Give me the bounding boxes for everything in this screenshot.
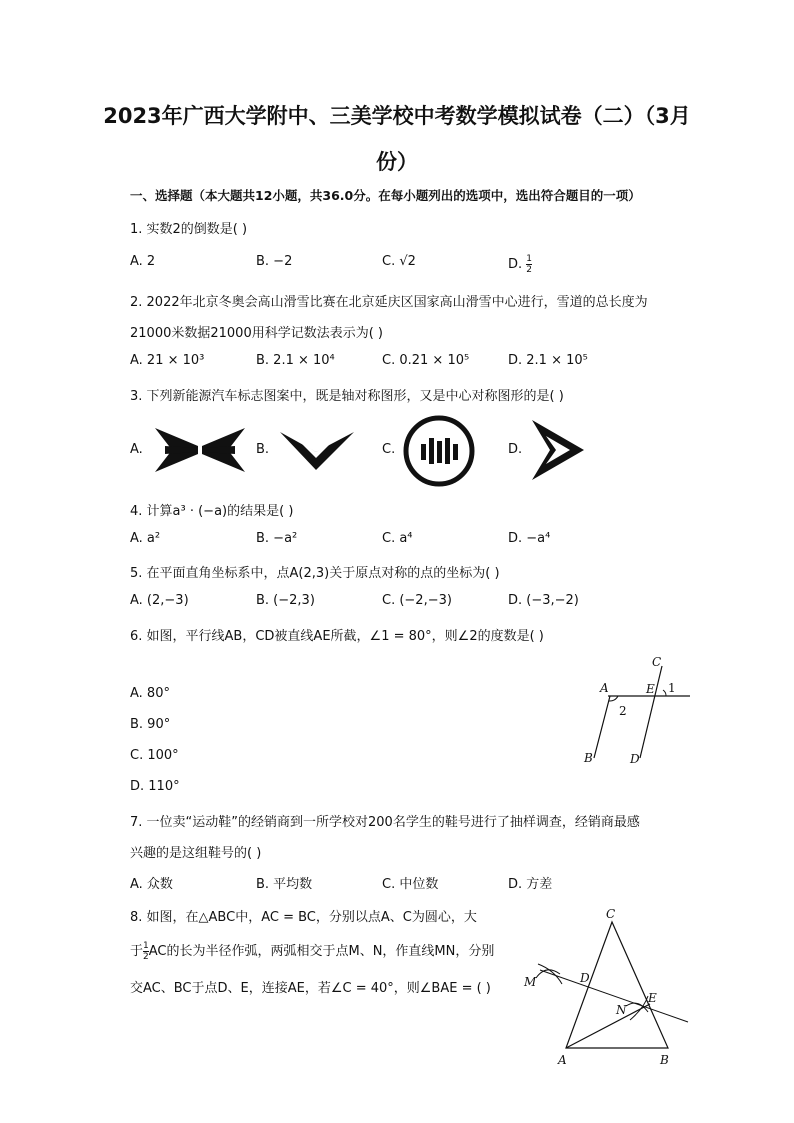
label-e: E bbox=[646, 682, 655, 696]
fraction: $\frac{1}{2}$ bbox=[526, 254, 533, 275]
question-7-stem-line1: 7. 一位卖“运动鞋”的经销商到一所学校对200名学生的鞋号进行了抽样调查，经销商最感 bbox=[130, 815, 640, 830]
page-title: 2023年广西大学附中、三美学校中考数学模拟试卷（二）（3月 bbox=[103, 104, 691, 128]
q7-option-b: B. 平均数 bbox=[256, 877, 313, 892]
q5-option-c: C. (−2,−3) bbox=[382, 593, 452, 608]
label-e: E bbox=[648, 991, 657, 1005]
label-c: C bbox=[606, 907, 616, 921]
label-a: A bbox=[558, 1053, 567, 1067]
logo-c-circle-bars-icon bbox=[402, 414, 476, 488]
q3-option-c: C. bbox=[382, 442, 396, 457]
question-2-stem-line2: 21000米数据21000用科学记数法表示为( ) bbox=[130, 326, 383, 341]
question-8-stem-line1: 8. 如图，在△ABC中，AC = BC，分别以点A、C为圆心，大 bbox=[130, 910, 477, 925]
q4-option-a: A. a² bbox=[130, 531, 161, 546]
label-d: D bbox=[630, 752, 640, 766]
q6-option-c: C. 100° bbox=[130, 748, 179, 763]
q6-parallel-lines-figure bbox=[580, 652, 692, 770]
logo-a-bowtie-icon bbox=[150, 424, 250, 476]
label-b: B bbox=[660, 1053, 669, 1067]
question-8-stem-line2: 于 $\frac{1}{2}$ AC的长为半径作弧，两弧相交于点M、N，作直线MN，分别 bbox=[130, 941, 495, 962]
q7-option-d: D. 方差 bbox=[508, 877, 553, 892]
logo-b-chevron-icon bbox=[276, 428, 358, 474]
label-c: C bbox=[652, 655, 662, 669]
q6-option-d: D. 110° bbox=[130, 779, 180, 794]
q4-option-d: D. −a⁴ bbox=[508, 531, 551, 546]
q1-option-d: D. $\frac{1}{2}$ bbox=[508, 254, 533, 275]
q2-option-d: D. 2.1 × 10⁵ bbox=[508, 353, 588, 368]
q5-option-b: B. (−2,3) bbox=[256, 593, 315, 608]
q2-option-c: C. 0.21 × 10⁵ bbox=[382, 353, 470, 368]
q6-option-a: A. 80° bbox=[130, 686, 170, 701]
q2-option-b: B. 2.1 × 10⁴ bbox=[256, 353, 335, 368]
q3-option-b: B. bbox=[256, 442, 270, 457]
q7-option-c: C. 中位数 bbox=[382, 877, 439, 892]
q4-option-c: C. a⁴ bbox=[382, 531, 413, 546]
q3-option-d: D. bbox=[508, 442, 523, 457]
q5-option-a: A. (2,−3) bbox=[130, 593, 189, 608]
q1-option-c: C. √2 bbox=[382, 254, 416, 269]
question-1-stem: 1. 实数2的倒数是( ) bbox=[130, 222, 248, 237]
question-4-stem: 4. 计算a³ · (−a)的结果是( ) bbox=[130, 504, 294, 519]
q3-option-a: A. bbox=[130, 442, 143, 457]
q7-option-a: A. 众数 bbox=[130, 877, 173, 892]
question-3-stem: 3. 下列新能源汽车标志图案中，既是轴对称图形，又是中心对称图形的是( ) bbox=[130, 389, 564, 404]
q5-option-d: D. (−3,−2) bbox=[508, 593, 579, 608]
label-b: B bbox=[584, 751, 593, 765]
q1-option-a: A. 2 bbox=[130, 254, 156, 269]
label-2: 2 bbox=[619, 704, 627, 718]
page-title-line2: 份） bbox=[376, 150, 418, 174]
logo-d-arrow-icon bbox=[528, 416, 586, 484]
section-heading: 一、选择题（本大题共12小题，共36.0分。在每小题列出的选项中，选出符合题目的一项） bbox=[130, 188, 641, 203]
fraction: $\frac{1}{2}$ bbox=[143, 941, 149, 962]
label-1: 1 bbox=[668, 681, 676, 695]
label-m: M bbox=[524, 975, 537, 989]
question-5-stem: 5. 在平面直角坐标系中，点A(2,3)关于原点对称的点的坐标为( ) bbox=[130, 566, 500, 581]
label-a: A bbox=[600, 681, 609, 695]
label-d: D bbox=[580, 971, 590, 985]
q4-option-b: B. −a² bbox=[256, 531, 298, 546]
question-6-stem: 6. 如图，平行线AB，CD被直线AE所截，∠1 = 80°，则∠2的度数是( ) bbox=[130, 629, 544, 644]
sqrt-value: √2 bbox=[399, 254, 416, 269]
q8-triangle-figure bbox=[520, 904, 692, 1070]
label-n: N bbox=[616, 1003, 627, 1017]
q6-option-b: B. 90° bbox=[130, 717, 171, 732]
q2-option-a: A. 21 × 10³ bbox=[130, 353, 205, 368]
question-2-stem-line1: 2. 2022年北京冬奥会高山滑雪比赛在北京延庆区国家高山滑雪中心进行，雪道的总长度为 bbox=[130, 295, 648, 310]
q1-option-b: B. −2 bbox=[256, 254, 293, 269]
question-8-stem-line3: 交AC、BC于点D、E，连接AE，若∠C = 40°，则∠BAE = ( ) bbox=[130, 981, 491, 996]
question-7-stem-line2: 兴趣的是这组鞋号的( ) bbox=[130, 846, 262, 861]
